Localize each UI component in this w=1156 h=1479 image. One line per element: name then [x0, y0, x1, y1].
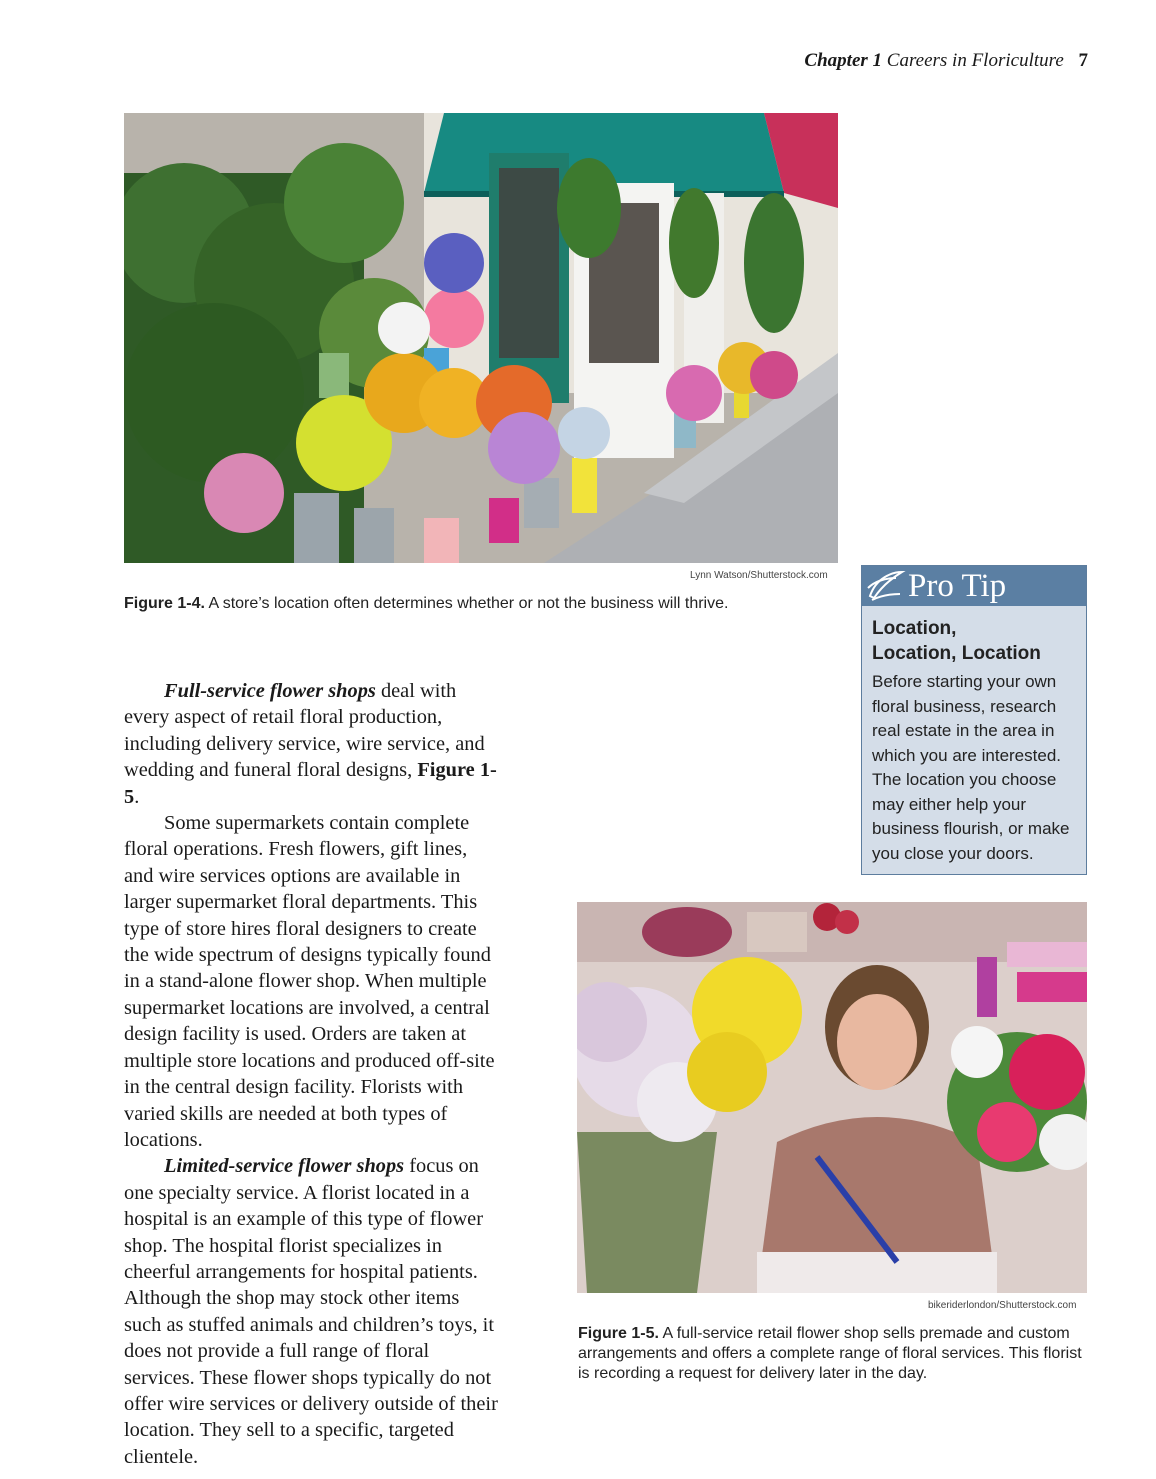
- paragraph-supermarkets: Some supermarkets contain complete floral operations. Fresh flowers, gift lines, and wire services options are available in larger supermarket floral departments. This type of store hires floral designers to create the wide spectrum of designs typically found in a stand-alone flower shop. When multiple supermarket locations are involved, a central design facility is used. Orders are taken at multiple store locations and produced off-site in the central design facility. Florists with varied skills are needed at both types of locations.: [124, 812, 495, 1151]
- pro-tip-header: [862, 566, 1086, 606]
- paragraph-limited-service: Limited-service flower shops focus on one specialty service. A florist located in a hospital is an example of this type of flower shop. The hospital florist specializes in cheerful arrangements for hospital patients. Although the shop may stock other items such as stuffed animals and children’s toys, it does not provide a full range of floral services. These flower shops typically do not offer wire services or delivery outside of their location. They sell to a specific, targeted clientele.: [124, 1155, 498, 1468]
- figure-1-5-credit: bikeriderlondon/Shutterstock.com: [928, 1300, 1077, 1311]
- pro-tip-box: [861, 565, 1087, 875]
- term-limited-service: Limited-service flower shops: [164, 1155, 405, 1178]
- figure-1-5-caption: [578, 1324, 1090, 1384]
- figure-1-4-credit: Lynn Watson/Shutterstock.com: [690, 570, 828, 581]
- page-number: 7: [1078, 50, 1088, 71]
- pro-tip-logo-icon: [866, 568, 906, 604]
- figure-1-5-caption-text: A full-service retail flower shop sells premade and custom arrangements and offers a complete range of floral services. This florist is recording a request for delivery later in the day.: [578, 1325, 1082, 1382]
- running-header: [804, 50, 1088, 72]
- florist-writing-image: [577, 902, 1087, 1293]
- chapter-number: Chapter 1: [804, 50, 883, 71]
- pro-tip-title: Location, Location, Location: [872, 618, 1041, 664]
- flower-shop-storefront-image: [124, 113, 838, 563]
- figure-1-4-photo: [124, 113, 838, 563]
- figure-1-5-photo: [577, 902, 1087, 1293]
- figure-1-4-label: Figure 1-4.: [124, 595, 205, 612]
- figure-1-5-label: Figure 1-5.: [578, 1325, 659, 1342]
- figure-1-4-caption: [124, 594, 728, 614]
- pro-tip-label: Pro Tip: [908, 568, 1007, 604]
- pro-tip-text: Before starting your own floral business, research real estate in the area in which you are interested. The location you choose may either help your business flourish, or make you close your doors.: [872, 672, 1070, 863]
- paragraph-full-service: Full-service flower shops deal with every aspect of retail floral production, including delivery service, wire service, and wedding and funeral floral designs, Figure 1-5.: [124, 680, 497, 808]
- chapter-title: Careers in Floriculture: [886, 50, 1064, 71]
- figure-reference: Figure 1-5: [124, 759, 497, 808]
- term-full-service: Full-service flower shops: [164, 680, 376, 702]
- figure-1-4-caption-text: A store’s location often determines whether or not the business will thrive.: [208, 595, 729, 612]
